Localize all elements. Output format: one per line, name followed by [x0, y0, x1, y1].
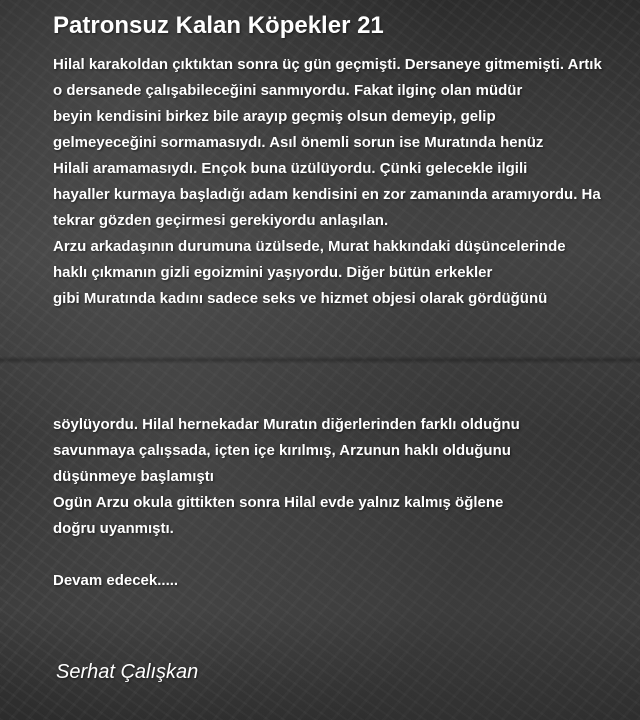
- poem-line: doğru uyanmıştı.: [53, 520, 174, 537]
- poem-line: düşünmeye başlamıştı: [53, 468, 214, 485]
- poem-line: gibi Muratında kadını sadece seks ve hizmet objesi olarak gördüğünü: [53, 290, 548, 307]
- poem-line: gelmeyeceğini sormamasıydı. Asıl önemli sorun ise Muratında henüz: [53, 134, 544, 151]
- blank-line: [53, 542, 640, 568]
- poem-text-block-2: [53, 412, 640, 594]
- author-name: Serhat Çalışkan: [56, 661, 199, 683]
- poem-line: Hilal karakoldan çıktıktan sonra üç gün geçmişti. Dersaneye gitmemişti. Artık: [53, 56, 602, 73]
- poem-line: beyin kendisini birkez bile arayıp geçmiş olsun demeyip, gelip: [53, 108, 496, 125]
- poem-line: hayaller kurmaya başladığı adam kendisini en zor zamanında aramıyordu. Ha: [53, 186, 601, 203]
- poem-title: Patronsuz Kalan Köpekler 21: [53, 12, 384, 39]
- poem-line: Hilali aramamasıydı. Ençok buna üzülüyordu. Çünki gelecekle ilgili: [53, 160, 528, 177]
- poem-line: savunmaya çalışsada, içten içe kırılmış, Arzunun haklı olduğunu: [53, 442, 511, 459]
- poem-line: Arzu arkadaşının durumuna üzülsede, Murat hakkındaki düşüncelerinde: [53, 238, 566, 255]
- poem-line: haklı çıkmanın gizli egoizmini yaşıyordu. Diğer bütün erkekler: [53, 264, 493, 281]
- poem-line: Ogün Arzu okula gittikten sonra Hilal evde yalnız kalmış öğlene: [53, 494, 504, 511]
- background-divider-band: [0, 356, 640, 364]
- continuation-note: Devam edecek.....: [53, 572, 179, 589]
- poem-line: söylüyordu. Hilal hernekadar Muratın diğerlerinden farklı olduğnu: [53, 416, 520, 433]
- poem-text-block-1: [53, 52, 640, 312]
- poem-line: tekrar gözden geçirmesi gerekiyordu anlaşılan.: [53, 212, 389, 229]
- poem-line: o dersanede çalışabileceğini sanmıyordu. Fakat ilginç olan müdür: [53, 82, 523, 99]
